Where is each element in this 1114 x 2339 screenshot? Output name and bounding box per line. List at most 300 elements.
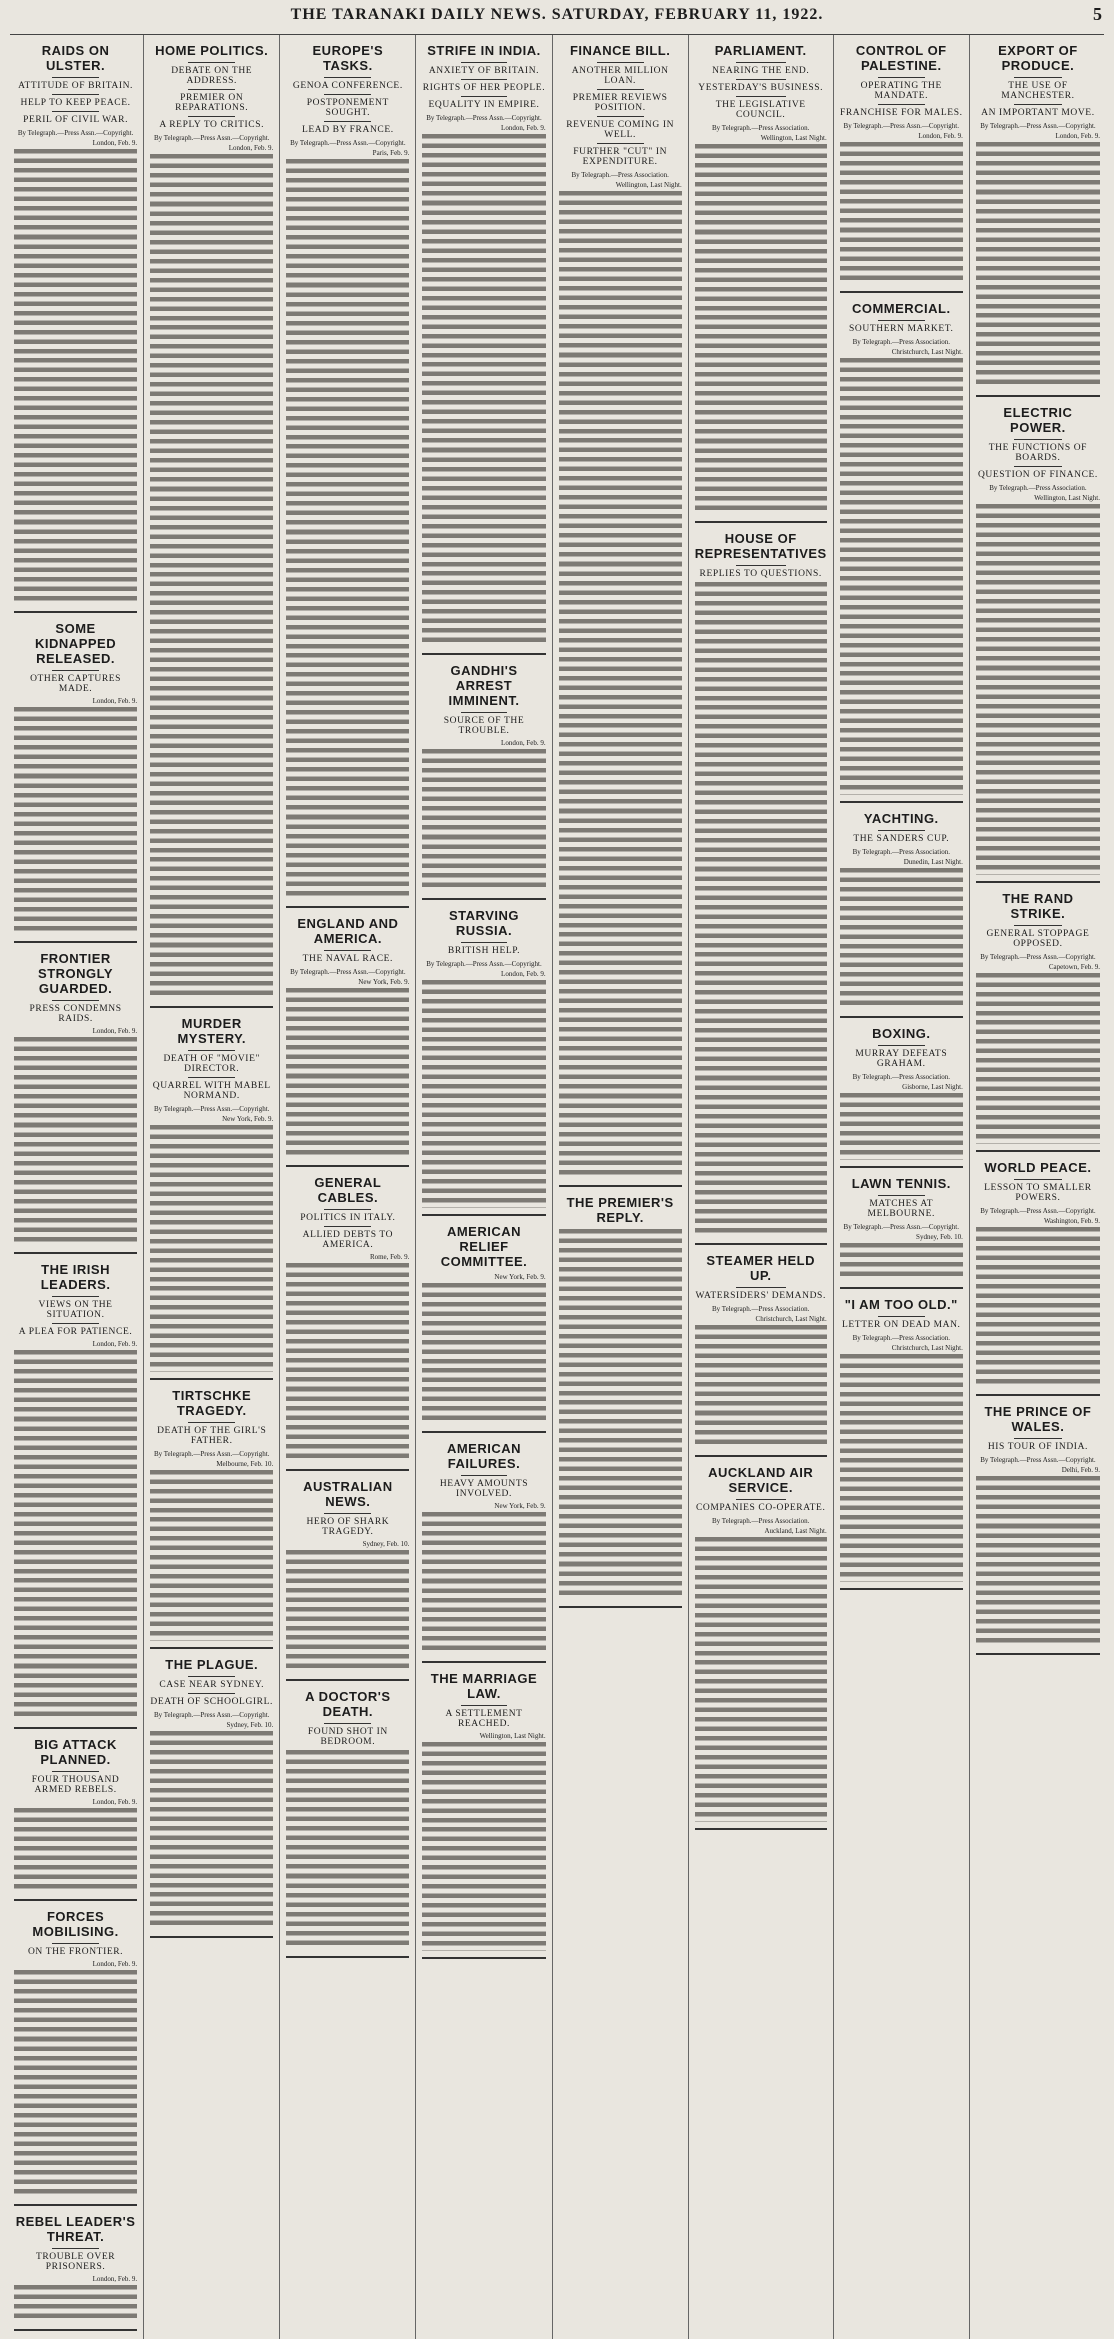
article-paragraph <box>150 1574 273 1641</box>
article-paragraph <box>840 1093 963 1160</box>
article-body <box>840 142 963 285</box>
divider <box>324 1723 371 1724</box>
divider <box>324 1209 371 1210</box>
article-body <box>976 973 1100 1144</box>
article-subheadline: DEATH OF THE GIRL'S FATHER. <box>157 1425 267 1446</box>
article-paragraph <box>14 1075 137 1123</box>
article-dateline: Sydney, Feb. 10. <box>916 1232 963 1241</box>
divider <box>878 320 925 321</box>
article-paragraph <box>422 1579 545 1655</box>
article-paragraph <box>150 629 273 696</box>
article-paragraph <box>150 1286 273 1324</box>
article-headline: THE PREMIER'S REPLY. <box>566 1195 674 1225</box>
section-divider <box>422 1431 545 1433</box>
article <box>14 951 137 1254</box>
article-paragraph <box>559 391 682 439</box>
divider <box>188 1693 235 1694</box>
divider <box>324 77 371 78</box>
column-1 <box>8 35 144 2339</box>
divider <box>324 1226 371 1227</box>
article-paragraph <box>422 1046 545 1122</box>
section-divider <box>14 941 137 943</box>
article-byline: By Telegraph.—Press Assn.—Copyright. <box>426 114 542 122</box>
divider <box>188 1422 235 1423</box>
article-paragraph <box>14 2285 137 2323</box>
divider <box>461 79 508 80</box>
article-dateline: London, Feb. 9. <box>501 739 546 747</box>
article-dateline: Wellington, Last Night. <box>615 181 682 189</box>
divider <box>878 1045 925 1046</box>
article-subheadline: AN IMPORTANT MOVE. <box>981 108 1095 118</box>
article-body <box>286 1750 409 1950</box>
article-body <box>422 1512 545 1655</box>
article <box>976 1160 1100 1397</box>
divider <box>736 79 786 80</box>
article-paragraph <box>14 2113 137 2199</box>
article-headline: STARVING RUSSIA. <box>449 907 519 938</box>
article-paragraph <box>976 1476 1100 1524</box>
article <box>695 43 827 523</box>
article-paragraph <box>14 1578 137 1616</box>
article-subheadline: REVENUE COMING IN WELL. <box>566 120 675 140</box>
section-divider <box>150 1647 273 1649</box>
article-paragraph <box>559 1277 682 1334</box>
article-subheadline: ANOTHER MILLION LOAN. <box>571 66 669 86</box>
divider <box>878 1316 925 1317</box>
article-body <box>14 707 137 935</box>
divider <box>736 1287 786 1288</box>
article-subheadline: HIS TOUR OF INDIA. <box>987 1442 1089 1452</box>
article-paragraph <box>695 952 827 1009</box>
article-paragraph <box>976 247 1100 314</box>
article-headline: AUCKLAND AIR SERVICE. <box>708 1464 814 1495</box>
article-paragraph <box>976 1303 1100 1389</box>
article-byline: By Telegraph.—Press Association. <box>852 1333 950 1342</box>
section-divider <box>695 1828 827 1830</box>
article-headline: STEAMER HELD UP. <box>706 1253 815 1283</box>
article-body <box>976 1476 1100 1647</box>
divider <box>461 1475 508 1476</box>
article-body <box>422 1283 545 1426</box>
column-7 <box>834 35 970 2339</box>
article-subheadline: HEAVY AMOUNTS INVOLVED. <box>439 1479 529 1499</box>
article-paragraph <box>559 1094 682 1132</box>
article-paragraph <box>840 1496 963 1582</box>
divider <box>878 1195 925 1196</box>
divider <box>188 1676 235 1677</box>
article-paragraph <box>976 808 1100 875</box>
article-headline: AMERICAN FAILURES. <box>446 1441 522 1471</box>
divider <box>461 712 508 713</box>
divider <box>597 62 644 63</box>
divider <box>52 2248 99 2249</box>
article <box>14 1909 137 2206</box>
article <box>286 916 409 1167</box>
article-body <box>286 1550 409 1674</box>
article-paragraph <box>976 313 1100 389</box>
article-subheadline: LETTER ON DEAD MAN. <box>842 1319 961 1330</box>
article-paragraph <box>840 180 963 228</box>
article-dateline: London, Feb. 9. <box>228 144 274 152</box>
column-6 <box>689 35 834 2339</box>
section-divider <box>840 1016 963 1018</box>
article-byline: By Telegraph.—Press Assn.—Copyright. <box>980 1206 1096 1215</box>
article-paragraph <box>559 267 682 353</box>
article-body <box>150 1125 273 1372</box>
divider <box>1014 1179 1061 1180</box>
article-paragraph <box>559 1132 682 1180</box>
article-body <box>150 1470 273 1641</box>
divider <box>736 1499 786 1500</box>
article-byline: By Telegraph.—Press Assn.—Copyright. <box>17 129 134 137</box>
article-paragraph <box>976 1581 1100 1648</box>
article-paragraph <box>14 1616 137 1664</box>
article-paragraph <box>976 580 1100 666</box>
article-byline: By Telegraph.—Press Assn.—Copyright. <box>980 122 1096 130</box>
article-subheadline: TROUBLE OVER PRISONERS. <box>35 2252 116 2272</box>
article-headline: TIRTSCHKE TRAGEDY. <box>172 1387 252 1418</box>
article-body <box>559 1229 682 1600</box>
article-body <box>976 142 1100 389</box>
article-paragraph <box>150 1731 273 1807</box>
section-divider <box>695 1243 827 1245</box>
article-paragraph <box>14 707 137 774</box>
article-paragraph <box>286 1807 409 1874</box>
article-paragraph <box>422 1283 545 1321</box>
article-paragraph <box>422 1512 545 1579</box>
article-paragraph <box>559 866 682 933</box>
article-subheadline: A SETTLEMENT REACHED. <box>445 1708 523 1729</box>
article-paragraph <box>422 448 545 505</box>
article-headline: "I AM TOO OLD." <box>844 1296 958 1312</box>
article-subheadline: SOURCE OF THE TROUBLE. <box>443 716 525 736</box>
article-dateline: Dunedin, Last Night. <box>903 857 963 866</box>
article-dateline: New York, Feb. 9. <box>358 978 410 986</box>
article <box>422 1441 545 1663</box>
article-paragraph <box>976 504 1100 580</box>
article-headline: EXPORT OF PRODUCE. <box>998 43 1078 73</box>
section-divider <box>695 521 827 523</box>
article-headline: GANDHI'S ARREST IMMINENT. <box>448 663 520 708</box>
article-paragraph <box>14 520 137 558</box>
article-byline: By Telegraph.—Press Assn.—Copyright. <box>153 1710 270 1719</box>
article-body <box>14 1037 137 1246</box>
article <box>559 1195 682 1608</box>
section-divider <box>976 395 1100 397</box>
article <box>150 43 273 1008</box>
column-2 <box>144 35 280 2339</box>
article-body <box>976 504 1100 875</box>
article-paragraph <box>559 353 682 391</box>
divider <box>188 62 235 63</box>
article-paragraph <box>286 283 409 359</box>
article-paragraph <box>150 772 273 858</box>
divider <box>461 96 508 97</box>
divider <box>188 116 235 117</box>
article-subheadline: POSTPONEMENT SOUGHT. <box>306 98 389 118</box>
article-paragraph <box>559 638 682 724</box>
divider <box>52 1000 99 1001</box>
article-paragraph <box>422 1780 545 1828</box>
article-subheadline: THE USE OF MANCHESTER. <box>1001 81 1075 101</box>
article-paragraph <box>559 1476 682 1562</box>
article-dateline: London, Feb. 9. <box>92 697 138 705</box>
article-paragraph <box>286 988 409 1074</box>
article-subheadline: PRESS CONDEMNS RAIDS. <box>29 1004 122 1024</box>
article-byline: By Telegraph.—Press Association. <box>571 171 669 179</box>
article-paragraph <box>840 358 963 425</box>
article-subheadline: FRANCHISE FOR MALES. <box>839 108 963 118</box>
article-body <box>840 1093 963 1160</box>
article <box>695 1253 827 1457</box>
article-headline: YACHTING. <box>863 810 939 826</box>
article-paragraph <box>695 905 827 953</box>
article-paragraph <box>286 444 409 482</box>
article-subheadline: POLITICS IN ITALY. <box>300 1213 396 1223</box>
article-dateline: Sydney, Feb. 10. <box>226 1720 274 1729</box>
article-paragraph <box>286 482 409 530</box>
article <box>150 1657 273 1939</box>
column-8 <box>970 35 1106 2339</box>
article-body <box>840 868 963 1011</box>
divider <box>52 1771 99 1772</box>
section-divider <box>14 611 137 613</box>
article-headline: THE IRISH LEADERS. <box>40 1262 111 1292</box>
article-paragraph <box>14 1037 137 1075</box>
article-paragraph <box>14 292 137 359</box>
article-paragraph <box>14 1493 137 1579</box>
article <box>286 1175 409 1471</box>
article-body <box>976 1227 1100 1389</box>
article <box>840 43 963 293</box>
article-dateline: London, Feb. 9. <box>92 139 138 147</box>
article-body <box>14 1970 137 2198</box>
article-body <box>422 134 545 647</box>
article-paragraph <box>150 525 273 573</box>
article <box>840 1297 963 1590</box>
article-paragraph <box>695 1660 827 1736</box>
article-headline: MURDER MYSTERY. <box>177 1015 246 1046</box>
article-paragraph <box>559 438 682 495</box>
article <box>286 1479 409 1682</box>
article-paragraph <box>286 1874 409 1950</box>
article-dateline: Wellington, Last Night. <box>1034 494 1100 502</box>
section-divider <box>150 1936 273 1938</box>
article-byline: By Telegraph.—Press Association. <box>712 124 810 132</box>
article-paragraph <box>422 201 545 277</box>
divider <box>52 94 99 95</box>
article-paragraph <box>422 1321 545 1369</box>
article-paragraph <box>695 1594 827 1661</box>
article-paragraph <box>840 1243 963 1281</box>
section-divider <box>14 2204 137 2206</box>
article-paragraph <box>695 781 827 867</box>
article-paragraph <box>422 1742 545 1780</box>
article-body <box>422 980 545 1208</box>
article-headline: SOME KIDNAPPED RELEASED. <box>35 621 117 666</box>
article-dateline: Paris, Feb. 9. <box>372 149 410 157</box>
article-paragraph <box>150 943 273 1000</box>
divider <box>736 565 786 566</box>
article-paragraph <box>976 1077 1100 1144</box>
article-subheadline: LESSON TO SMALLER POWERS. <box>984 1182 1092 1203</box>
article-byline: By Telegraph.—Press Association. <box>852 847 950 856</box>
article-paragraph <box>14 2037 137 2113</box>
article-paragraph <box>976 190 1100 247</box>
article-dateline: London, Feb. 9. <box>918 132 963 140</box>
article-paragraph <box>976 1020 1100 1077</box>
article-paragraph <box>695 1736 827 1822</box>
article-headline: FRONTIER STRONGLY GUARDED. <box>38 951 114 996</box>
article-paragraph <box>286 729 409 815</box>
article-subheadline: MURRAY DEFEATS GRAHAM. <box>855 1049 948 1069</box>
divider <box>736 62 786 63</box>
article-paragraph <box>150 1517 273 1574</box>
divider <box>1014 466 1061 467</box>
section-divider <box>422 653 545 655</box>
article-paragraph <box>695 315 827 372</box>
article-paragraph <box>422 362 545 400</box>
section-divider <box>840 1588 963 1590</box>
article-headline: HOUSE OF REPRESENTATIVES <box>694 530 827 561</box>
article-subheadline: MATCHES AT MELBOURNE. <box>867 1198 936 1219</box>
section-divider <box>150 1006 273 1008</box>
article-paragraph <box>976 973 1100 1021</box>
article-subheadline: WATERSIDERS' DEMANDS. <box>695 1291 826 1301</box>
article-byline: By Telegraph.—Press Association. <box>989 484 1087 492</box>
article-subheadline: GENERAL STOPPAGE OPPOSED. <box>986 928 1090 949</box>
article-paragraph <box>976 1227 1100 1303</box>
article-dateline: New York, Feb. 9. <box>494 1502 546 1510</box>
section-divider <box>150 1378 273 1380</box>
article-paragraph <box>14 358 137 434</box>
article-paragraph <box>150 895 273 943</box>
article-subheadline: DEATH OF "MOVIE" DIRECTOR. <box>163 1053 260 1074</box>
divider <box>52 77 99 78</box>
article-paragraph <box>14 1664 137 1721</box>
divider <box>324 94 371 95</box>
article <box>840 811 963 1019</box>
article <box>286 43 409 908</box>
section-divider <box>14 1727 137 1729</box>
article-paragraph <box>559 1008 682 1094</box>
section-divider <box>976 1394 1100 1396</box>
article-paragraph <box>559 1229 682 1277</box>
article-paragraph <box>559 932 682 1008</box>
article-paragraph <box>695 1076 827 1152</box>
article-dateline: Wellington, Last Night. <box>479 1731 546 1740</box>
article <box>695 531 827 1246</box>
masthead <box>10 0 1104 35</box>
article-dateline: Capetown, Feb. 9. <box>1048 962 1100 971</box>
article <box>976 43 1100 397</box>
divider <box>597 89 644 90</box>
divider <box>1014 104 1061 105</box>
article-headline: FINANCE BILL. <box>569 43 671 58</box>
article-byline: By Telegraph.—Press Assn.—Copyright. <box>290 968 406 976</box>
article-subheadline: YESTERDAY'S BUSINESS. <box>698 83 824 93</box>
article-body <box>840 1354 963 1582</box>
article-paragraph <box>559 562 682 638</box>
article-paragraph <box>14 850 137 936</box>
article <box>286 1689 409 1958</box>
article-paragraph <box>150 572 273 629</box>
article-paragraph <box>150 325 273 401</box>
article-paragraph <box>695 582 827 639</box>
divider <box>324 950 371 951</box>
article-paragraph <box>422 505 545 572</box>
article-dateline: Christchurch, Last Night. <box>891 347 963 356</box>
article-body <box>14 2285 137 2323</box>
article <box>14 43 137 613</box>
section-divider <box>976 1150 1100 1152</box>
section-divider <box>286 1165 409 1167</box>
divider <box>52 111 99 112</box>
article-subheadline: PERIL OF CIVIL WAR. <box>23 115 129 125</box>
article-paragraph <box>150 696 273 772</box>
article-subheadline: REPLIES TO QUESTIONS. <box>699 568 822 579</box>
article-body <box>286 988 409 1159</box>
article-dateline: Sydney, Feb. 10. <box>362 1539 410 1548</box>
article-body <box>422 1742 545 1951</box>
article-paragraph <box>14 149 137 187</box>
article-dateline: New York, Feb. 9. <box>222 1114 274 1123</box>
article <box>14 1737 137 1902</box>
article-byline: By Telegraph.—Press Association. <box>712 1516 810 1525</box>
divider <box>52 1323 99 1324</box>
article-subheadline: FOUND SHOT IN BEDROOM. <box>307 1727 388 1747</box>
article-subheadline: HERO OF SHARK TRAGEDY. <box>306 1516 390 1537</box>
article-body <box>695 144 827 515</box>
article-paragraph <box>150 1125 273 1201</box>
article-paragraph <box>422 1827 545 1884</box>
article-subheadline: A REPLY TO CRITICS. <box>159 120 265 130</box>
article-dateline: London, Feb. 9. <box>92 1340 138 1348</box>
article-paragraph <box>286 1387 409 1463</box>
section-divider <box>976 881 1100 883</box>
article-subheadline: RIGHTS OF HER PEOPLE. <box>422 83 546 93</box>
article-dateline: London, Feb. 9. <box>92 1027 138 1035</box>
article-headline: PARLIAMENT. <box>714 43 807 58</box>
divider <box>188 1077 235 1078</box>
newspaper-title: THE TARANAKI DAILY NEWS. SATURDAY, FEBRUARY 11, 1922. <box>290 6 824 23</box>
article-byline: By Telegraph.—Press Assn.—Copyright. <box>843 1222 959 1231</box>
article-paragraph <box>14 434 137 520</box>
column-3 <box>280 35 416 2339</box>
article-paragraph <box>840 1420 963 1496</box>
article-headline: ELECTRIC POWER. <box>1003 405 1073 435</box>
section-divider <box>422 1214 545 1216</box>
article-byline: By Telegraph.—Press Association. <box>852 1073 950 1081</box>
article-paragraph <box>422 835 545 892</box>
article <box>976 405 1100 883</box>
article-paragraph <box>14 1417 137 1493</box>
article <box>150 1016 273 1380</box>
article-dateline: Auckland, Last Night. <box>764 1526 827 1535</box>
article-dateline: London, Feb. 9. <box>92 1797 138 1806</box>
article-headline: AUSTRALIAN NEWS. <box>303 1478 393 1509</box>
article-subheadline: BRITISH HELP. <box>447 945 521 956</box>
article-dateline: London, Feb. 9. <box>501 124 546 132</box>
article-paragraph <box>695 1009 827 1076</box>
article-byline: By Telegraph.—Press Assn.—Copyright. <box>290 139 406 147</box>
article-headline: THE PLAGUE. <box>165 1656 259 1672</box>
article-paragraph <box>840 906 963 954</box>
article-paragraph <box>559 495 682 562</box>
article <box>840 1176 963 1289</box>
article-paragraph <box>559 723 682 761</box>
article-dateline: Gisborne, Last Night. <box>902 1083 963 1091</box>
